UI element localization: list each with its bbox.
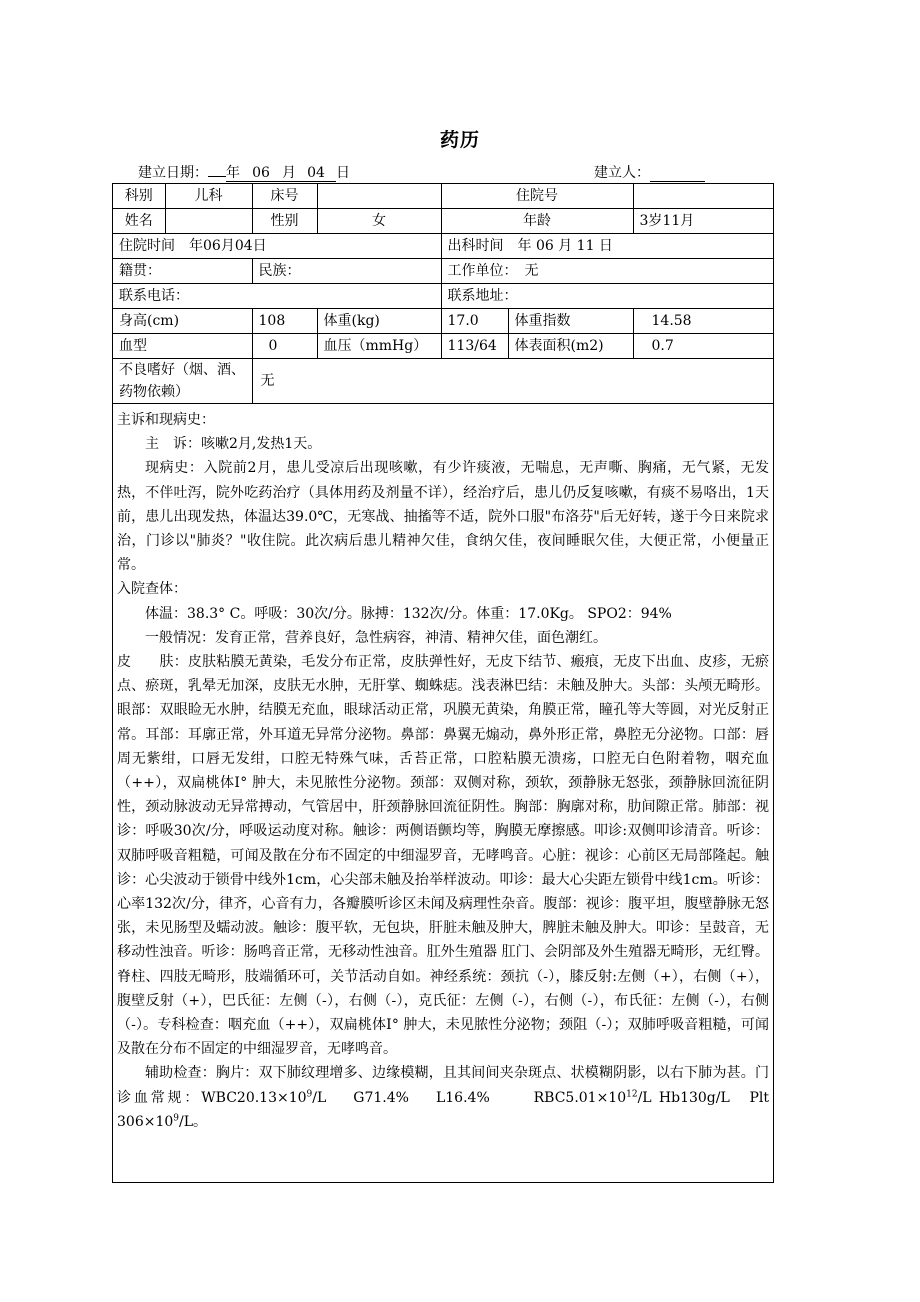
admit-value: 年06月04日 <box>189 238 267 254</box>
table-row <box>113 259 773 284</box>
habit-label: 不良嗜好（烟、酒、药物依赖） <box>113 359 252 404</box>
creator-label: 建立人： <box>594 165 650 181</box>
name-label: 姓名 <box>113 209 165 234</box>
exam-heading: 入院查体： <box>117 581 187 598</box>
dept-label: 科别 <box>113 184 165 209</box>
phone-label: 联系电话： <box>113 284 441 309</box>
patient-info-table <box>113 184 773 404</box>
bed-label: 床号 <box>252 184 317 209</box>
age-value: 3岁11月 <box>633 209 773 234</box>
history-heading: 主诉和现病史： <box>117 412 215 428</box>
discharge-label: 出科时间 <box>447 238 504 254</box>
discharge-value: 年 06 月 11 日 <box>517 238 613 254</box>
medication-record-sheet <box>112 183 774 1183</box>
gender-label: 性别 <box>252 209 317 234</box>
height-label: 身高(cm) <box>113 309 252 334</box>
created-date-label: 建立日期： <box>138 165 208 181</box>
table-row <box>113 309 773 334</box>
clinical-notes <box>113 404 773 1134</box>
height-value: 108 <box>252 309 317 334</box>
weight-label: 体重(kg) <box>317 309 441 334</box>
creator-blank <box>650 167 705 182</box>
table-row <box>113 284 773 309</box>
aux-text-4: /L。 <box>179 1113 208 1130</box>
month-unit: 月 <box>282 165 296 181</box>
aux-sup-2: 12 <box>626 1089 638 1100</box>
admit-cell <box>113 234 441 259</box>
inpatient-label: 住院号 <box>441 184 633 209</box>
bmi-value: 14.58 <box>633 309 773 334</box>
present-illness: 现病史：入院前2月，患儿受凉后出现咳嗽，有少许痰液，无喘息，无声嘶、胸痛，无气紧，无发热，不伴吐泻，院外吃药治疗（具体用药及剂量不详），经治疗后，患儿仍反复咳嗽，有痰不易咯出，1天前，患儿出现发热，体温达39.0℃，无寒战、抽搐等不适，院外口服"布洛芬"后无好转，遂于今日来院求治，门诊以"肺炎？"收住院。此次病后患儿精神欠佳，食纳欠佳，夜间睡眠欠佳，大便正常，小便量正常。 <box>117 460 769 574</box>
auxiliary-exam <box>117 1061 769 1134</box>
page-title: 药历 <box>439 129 480 151</box>
aux-sup-1: 9 <box>306 1089 313 1100</box>
discharge-cell <box>441 234 773 259</box>
aux-sup-3: 9 <box>173 1113 180 1124</box>
work-cell <box>441 259 773 284</box>
aux-text-1: 辅助检查：胸片：双下肺纹理增多、边缘模糊，且其间间夹杂斑点、状模糊阴影，以右下肺为甚。门诊血常规：WBC20.13×10 <box>117 1065 769 1106</box>
age-label: 年龄 <box>441 209 633 234</box>
inpatient-value <box>633 184 773 209</box>
aux-text-2: /L G71.4% L16.4% RBC5.01×10 <box>312 1089 627 1106</box>
general-condition: 一般情况：发育正常，营养良好，急性病容，神清、精神欠佳，面色潮红。 <box>145 629 607 646</box>
blood-label: 血型 <box>113 334 252 359</box>
work-label: 工作单位： <box>447 263 511 279</box>
bsa-label: 体表面积(m2) <box>508 334 633 359</box>
gender-value: 女 <box>317 209 441 234</box>
admit-label: 住院时间 <box>119 238 175 254</box>
chief-complaint: 主 诉：咳嗽2月,发热1天。 <box>145 436 322 453</box>
native-label: 籍贯： <box>113 259 252 284</box>
year-blank <box>208 176 226 177</box>
month-value: 06 <box>240 165 282 182</box>
table-row <box>113 184 773 209</box>
bp-label: 血压（mmHg） <box>317 334 441 359</box>
table-row <box>113 359 773 404</box>
bp-value: 113/64 <box>441 334 508 359</box>
bsa-value: 0.7 <box>633 334 773 359</box>
physical-exam-detail: 皮 肤：皮肤粘膜无黄染，毛发分布正常，皮肤弹性好，无皮下结节、瘢痕，无皮下出血、皮疹，无瘀点、瘀斑，乳晕无加深，皮肤无水肿，无肝掌、蜘蛛痣。浅表淋巴结：未触及肿大。头部：头颅无畸形。眼部：双眼睑无水肿，结膜无充血，眼球活动正常，巩膜无黄染，角膜正常，瞳孔等大等圆，对光反射正常。耳部：耳廓正常，外耳道无异常分泌物。鼻部：鼻翼无煽动，鼻外形正常，鼻腔无分泌物。口部：唇周无紫绀，口唇无发绀，口腔无特殊气味，舌苔正常，口腔粘膜无溃疡，口腔无白色附着物，咽充血（++），双扁桃体Ⅰ° 肿大，未见脓性分泌物。颈部：双侧对称，颈软，颈静脉无怒张，颈静脉回流征阴性，颈动脉波动无异常搏动，气管居中，肝颈静脉回流征阴性。胸部：胸廓对称，肋间隙正常。肺部：视诊：呼吸30次/分，呼吸运动度对称。触诊：两侧语颤均等，胸膜无摩擦感。叩诊:双侧叩诊清音。听诊：双肺呼吸音粗糙，可闻及散在分布不固定的中细湿罗音，无哮鸣音。心脏：视诊：心前区无局部隆起。触诊：心尖波动于锁骨中线外1cm，心尖部未触及抬举样波动。叩诊：最大心尖距左锁骨中线1cm。听诊：心率132次/分，律齐，心音有力，各瓣膜听诊区未闻及病理性杂音。腹部：视诊：腹平坦，腹壁静脉无怒张，未见肠型及蠕动波。触诊：腹平软，无包块，肝脏未触及肿大，脾脏未触及肿大。叩诊：呈鼓音，无移动性浊音。听诊：肠鸣音正常，无移动性浊音。肛外生殖器 肛门、会阴部及外生殖器无畸形，无红臀。脊柱、四肢无畸形，肢端循环可，关节活动自如。神经系统：颈抗（-），膝反射:左侧（+），右侧（+），腹壁反射（+），巴氏征：左侧（-），右侧（-），克氏征：左侧（-），右侧（-），布氏征：左侧（-），右侧（-）。专科检查：咽充血（++），双扁桃体Ⅰ° 肿大，未见脓性分泌物；颈阻（-）；双肺呼吸音粗糙，可闻及散在分布不固定的中细湿罗音，无哮鸣音。 <box>117 654 769 1058</box>
habit-value: 无 <box>252 359 773 404</box>
created-date-line <box>138 162 350 182</box>
table-row <box>113 234 773 259</box>
dept-value: 儿科 <box>165 184 252 209</box>
day-unit: 日 <box>336 165 350 181</box>
ethnic-label: 民族： <box>252 259 441 284</box>
weight-value: 17.0 <box>441 309 508 334</box>
year-unit: 年 <box>226 165 240 181</box>
work-value: 无 <box>524 263 539 279</box>
bmi-label: 体重指数 <box>508 309 633 334</box>
name-value <box>165 209 252 234</box>
aux-text-3: /L Hb130g/L Plt 306×10 <box>117 1089 770 1130</box>
day-value: 04 <box>296 165 336 182</box>
table-row <box>113 334 773 359</box>
creator-line <box>594 162 705 182</box>
bed-value <box>317 184 441 209</box>
address-label: 联系地址： <box>441 284 773 309</box>
vital-signs: 体温：38.3° C。呼吸：30次/分。脉搏：132次/分。体重：17.0Kg。 SPO2：94% <box>145 605 672 622</box>
table-row <box>113 209 773 234</box>
blood-value: 0 <box>252 334 317 359</box>
